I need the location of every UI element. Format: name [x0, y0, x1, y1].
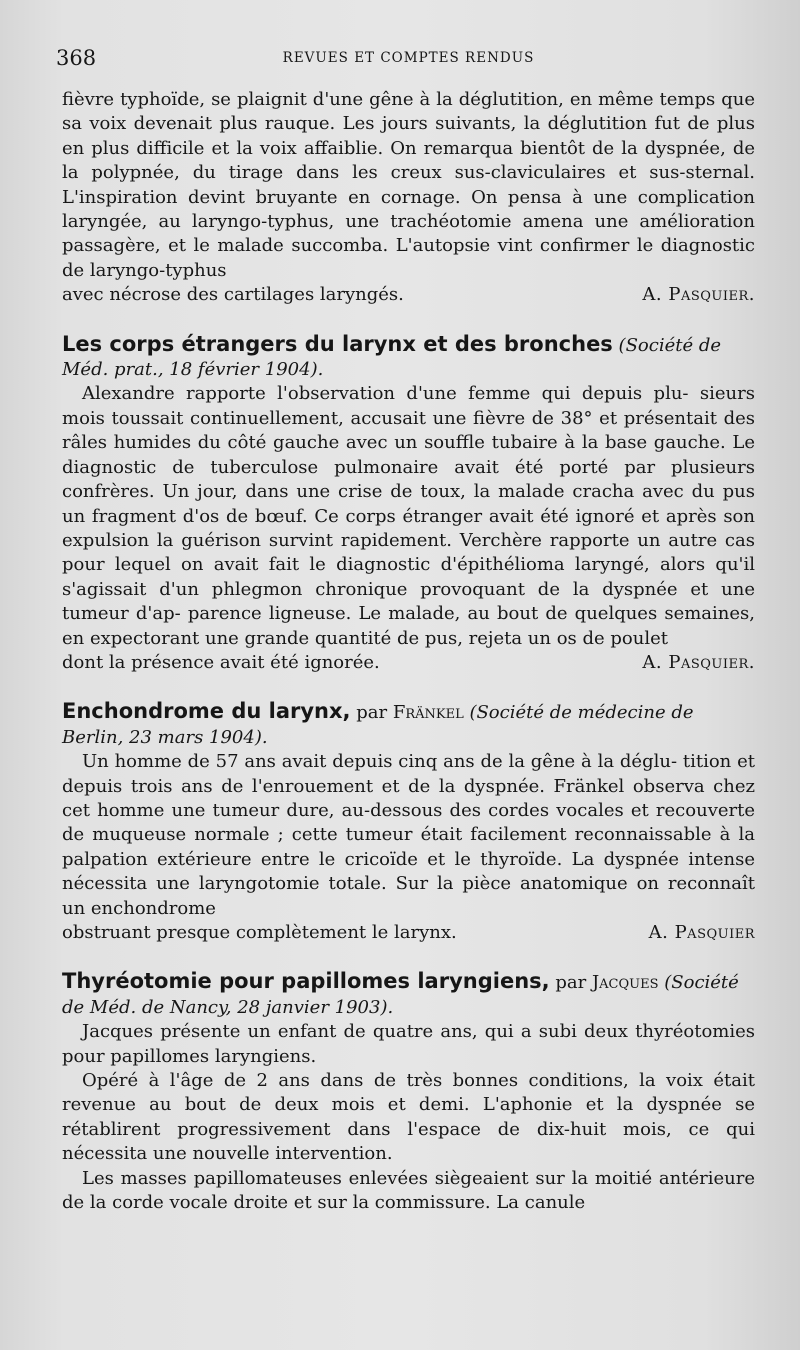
- intro-section: [62, 88, 755, 308]
- article-paragraph: Jacques présente un enfant de quatre ans, qui a subi deux thyréotomies pour papillomes laryngiens.: [62, 1021, 755, 1067]
- article-paragraph: Un homme de 57 ans avait depuis cinq ans de la gêne à la déglu- tition et depuis trois ans de l'enrouement et de la dyspnée. Fränkel observa chez cet homme une tumeur dure, au-dessous des cordes vocales et recouverte de muqueuse normale ; cette tumeur était facilement reconnaissable à la palpation extérieure entre le cricoïde et le thyroïde. La dyspnée intense nécessita une laryngotomie totale. Sur la pièce anatomique on reconnaît un enchondrome: [62, 751, 756, 919]
- article-source: (Société de Méd. prat., 18 février 1904).: [62, 334, 722, 381]
- article-title: Enchondrome du larynx,: [62, 699, 351, 724]
- article-author: Fränkel: [392, 702, 464, 724]
- section-heading: Thyréotomie pour papillomes laryngiens, par Jacques (Société de Méd. de Nancy, 28 janvier 1903).: [62, 969, 739, 1018]
- article-title: Les corps étrangers du larynx et des bronches: [62, 331, 613, 356]
- signature: A. Pasquier.: [642, 651, 755, 673]
- page-body: [62, 88, 755, 1221]
- article-paragraph: Alexandre rapporte l'observation d'une femme qui depuis plu- sieurs mois toussait continuellement, accusait une fièvre de 38° et présentait des râles humides du côté gauche avec un souffle tubaire à la base gauche. Le diagnostic de tuberculose pulmonaire avait été porté par plusieurs confrères. Un jour, dans une crise de toux, la malade cracha avec du pus un fragment d'os de bœuf. Ce corps étranger avait été ignoré et après son expulsion la guérison survint rapidement. Verchère rapporte un autre cas pour lequel on avait fait le diagnostic d'épithélioma laryngé, alors qu'il s'agissait d'un phlegmon chronique provoquant de la dyspnée et une tumeur d'ap- parence ligneuse. Le malade, au bout de quelques semaines, en expectorant une grande quantité de pus, rejeta un os de poulet: [62, 383, 755, 649]
- signature: A. Pasquier.: [642, 284, 755, 306]
- section-heading: Enchondrome du larynx, par Fränkel (Société de médecine de Berlin, 23 mars 1904).: [62, 699, 694, 748]
- article-section: [62, 750, 755, 945]
- intro-paragraph: fièvre typhoïde, se plaignit d'une gêne à la déglutition, en même temps que sa voix devenait plus rauque. Les jours suivants, la déglutition fut de plus en plus difficile et la voix affaiblie. On remarqua bientôt de la dyspnée, de la polypnée, du tirage dans les creux sus-claviculaires et sus-sternal. L'inspiration devint bruyante en cornage. On pensa à une complication laryngée, au laryngo-typhus, une trachéotomie amena une amélioration passagère, et le malade succomba. L'autopsie vint confirmer le diagnostic de laryngo-typhus: [62, 89, 755, 281]
- intro-last-line: avec nécrose des cartilages laryngés. A. Pasquier.: [62, 283, 755, 307]
- article-section: [62, 1020, 755, 1215]
- running-title: REVUES ET COMPTES RENDUS: [282, 50, 535, 66]
- article-source: (Société de Méd. de Nancy, 28 janvier 1903).: [62, 972, 739, 1018]
- article-section: [62, 382, 755, 675]
- article-title: Thyréotomie pour papillomes laryngiens,: [62, 969, 550, 994]
- signature: A. Pasquier: [648, 922, 755, 943]
- article-author: Jacques: [591, 972, 659, 994]
- article-last-line: dont la présence avait été ignorée. A. Pasquier.: [62, 651, 755, 675]
- article-last-line: obstruant presque complètement le larynx. A. Pasquier: [62, 921, 755, 945]
- article-source: (Société de médecine de Berlin, 23 mars 1904).: [62, 702, 694, 748]
- article-paragraph: Opéré à l'âge de 2 ans dans de très bonnes conditions, la voix était revenue au bout de deux mois et demi. L'aphonie et la dyspnée se rétablirent progressivement dans l'espace de dix-huit mois, ce qui nécessita une nouvelle intervention.: [62, 1070, 755, 1165]
- section-heading: [62, 332, 755, 383]
- page-number: 368: [56, 46, 97, 70]
- article-paragraph: Les masses papillomateuses enlevées siègeaient sur la moitié antérieure de la corde vocale droite et sur la commissure. La canule: [62, 1167, 755, 1214]
- page-header: [56, 46, 755, 76]
